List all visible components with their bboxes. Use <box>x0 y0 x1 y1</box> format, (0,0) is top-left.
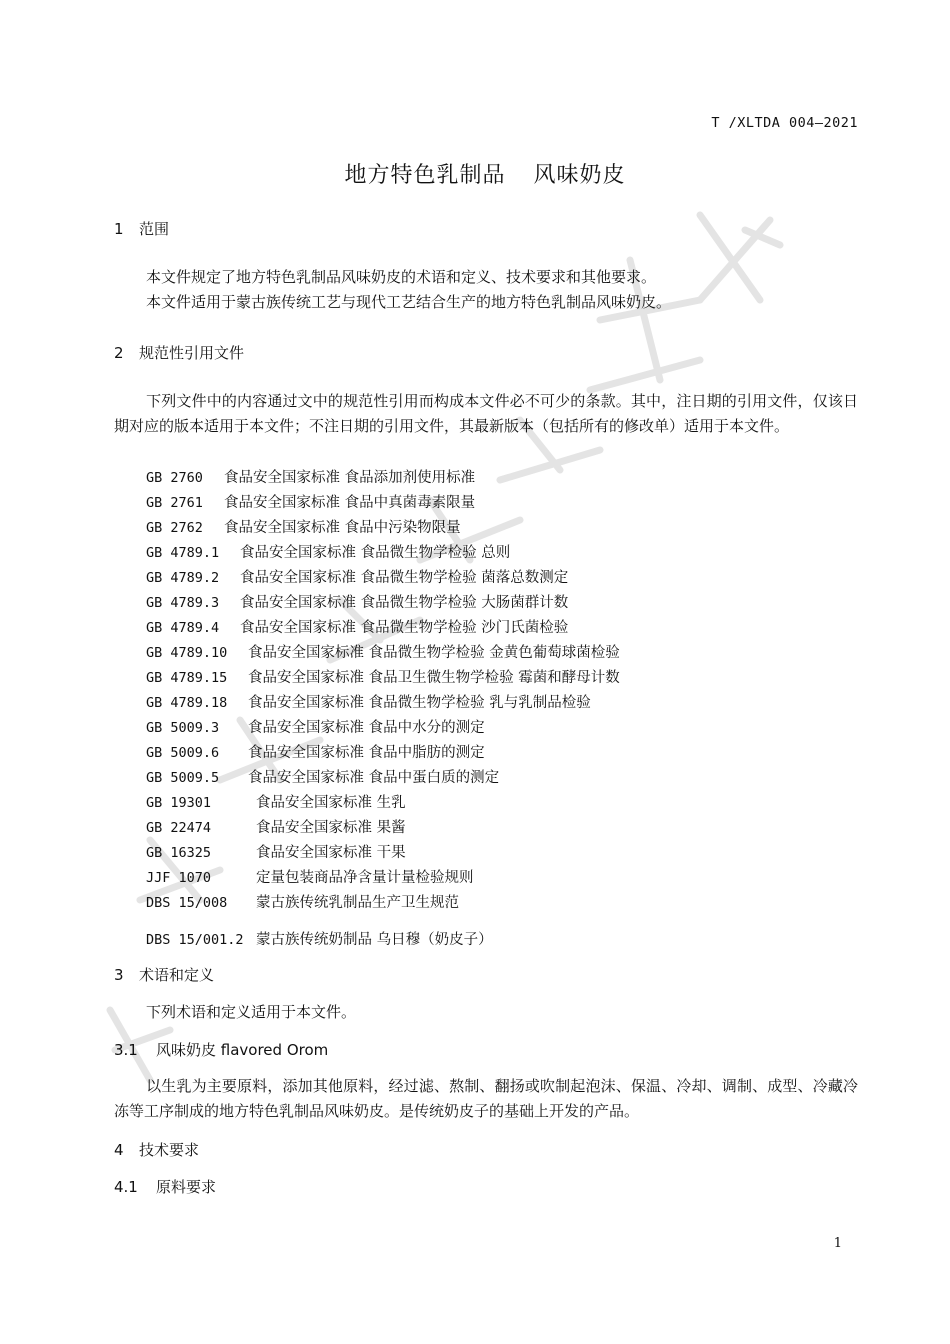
reference-item <box>146 666 620 687</box>
reference-title: 食品安全国家标准 食品中真菌毒素限量 <box>224 495 476 511</box>
reference-code: GB 5009.5 <box>146 770 220 786</box>
reference-code: GB 19301 <box>146 795 212 811</box>
reference-title: 定量包装商品净含量计量检验规则 <box>256 870 474 886</box>
reference-item <box>146 841 406 862</box>
reference-title: 食品安全国家标准 食品中水分的测定 <box>248 720 485 736</box>
reference-item <box>146 791 406 812</box>
reference-item <box>146 491 475 512</box>
reference-code: GB 5009.6 <box>146 745 220 761</box>
reference-title: 食品安全国家标准 生乳 <box>256 795 406 811</box>
reference-item <box>146 566 568 587</box>
reference-code: GB 4789.15 <box>146 670 228 686</box>
term-definition-text: 以生乳为主要原料，添加其他原料，经过滤、熬制、翻扬或吹制起泡沫、保温、冷却、调制、成型、冷藏冷冻等工序制成的地方特色乳制品风味奶皮。是传统奶皮子的基础上开发的产品。 <box>114 1077 858 1120</box>
section-2-heading <box>114 342 244 363</box>
reference-title: 蒙古族传统奶制品 乌日穆（奶皮子） <box>256 932 493 948</box>
reference-title: 食品安全国家标准 食品微生物学检验 金黄色葡萄球菌检验 <box>248 645 620 661</box>
section-4-heading <box>114 1139 199 1160</box>
references-intro-text: 下列文件中的内容通过文中的规范性引用而构成本文件必不可少的条款。其中，注日期的引用文件，仅该日期对应的版本适用于本文件；不注日期的引用文件，其最新版本（包括所有的修改单）适用于本文件。 <box>114 392 858 435</box>
reference-code: GB 4789.2 <box>146 570 220 586</box>
reference-code: GB 22474 <box>146 820 212 836</box>
subsection-4-1-heading <box>114 1176 216 1197</box>
section-4-title: 技术要求 <box>139 1141 200 1159</box>
reference-item <box>146 741 485 762</box>
reference-item <box>146 591 568 612</box>
reference-item <box>146 641 620 662</box>
subsection-3-1-title: 风味奶皮 flavored Orom <box>156 1041 329 1059</box>
reference-item <box>146 891 459 912</box>
document-code: T /XLTDA 004—2021 <box>711 115 858 131</box>
reference-code: GB 5009.3 <box>146 720 220 736</box>
section-4-number: 4 <box>114 1141 124 1159</box>
reference-code: GB 2762 <box>146 520 203 536</box>
reference-code: DBS 15/008 <box>146 895 228 911</box>
subsection-4-1-number: 4.1 <box>114 1178 138 1196</box>
reference-code: GB 16325 <box>146 845 212 861</box>
section-3-heading <box>114 964 214 985</box>
reference-title: 食品安全国家标准 食品添加剂使用标准 <box>224 470 476 486</box>
reference-title: 食品安全国家标准 食品中蛋白质的测定 <box>248 770 500 786</box>
reference-title: 蒙古族传统乳制品生产卫生规范 <box>256 895 459 911</box>
reference-code: GB 4789.10 <box>146 645 228 661</box>
section-2-title: 规范性引用文件 <box>139 344 245 362</box>
reference-code: GB 4789.4 <box>146 620 220 636</box>
reference-code: DBS 15/001.2 <box>146 932 244 948</box>
reference-title: 食品安全国家标准 食品中脂肪的测定 <box>248 745 485 761</box>
section-3-title: 术语和定义 <box>139 966 215 984</box>
reference-code: JJF 1070 <box>146 870 212 886</box>
subsection-3-1-number: 3.1 <box>114 1041 138 1059</box>
references-intro <box>114 389 858 439</box>
reference-item <box>146 766 499 787</box>
reference-title: 食品安全国家标准 食品微生物学检验 乳与乳制品检验 <box>248 695 591 711</box>
reference-code: GB 4789.1 <box>146 545 220 561</box>
reference-title: 食品安全国家标准 食品微生物学检验 大肠菌群计数 <box>240 595 569 611</box>
page-title <box>0 158 950 189</box>
reference-title: 食品安全国家标准 果酱 <box>256 820 406 836</box>
subsection-4-1-title: 原料要求 <box>156 1178 217 1196</box>
subsection-3-1-heading <box>114 1039 328 1060</box>
reference-item <box>146 541 510 562</box>
reference-code: GB 4789.18 <box>146 695 228 711</box>
page-number: 1 <box>833 1236 842 1251</box>
reference-title: 食品安全国家标准 食品微生物学检验 菌落总数测定 <box>240 570 569 586</box>
section-1-heading <box>114 218 169 239</box>
reference-item <box>146 816 406 837</box>
title-part-1: 地方特色乳制品 <box>344 163 506 188</box>
scope-line-2: 本文件适用于蒙古族传统工艺与现代工艺结合生产的地方特色乳制品风味奶皮。 <box>146 293 672 311</box>
reference-code: GB 2761 <box>146 495 203 511</box>
section-3-number: 3 <box>114 966 124 984</box>
term-definition <box>114 1074 858 1124</box>
reference-item <box>146 516 461 537</box>
reference-code: GB 4789.3 <box>146 595 220 611</box>
reference-title: 食品安全国家标准 食品中污染物限量 <box>224 520 461 536</box>
section-1-title: 范围 <box>139 220 170 238</box>
title-part-2: 风味奶皮 <box>533 163 626 188</box>
terms-intro: 下列术语和定义适用于本文件。 <box>146 1003 357 1021</box>
reference-title: 食品安全国家标准 食品卫生微生物学检验 霉菌和酵母计数 <box>248 670 620 686</box>
reference-title: 食品安全国家标准 食品微生物学检验 沙门氏菌检验 <box>240 620 569 636</box>
reference-title: 食品安全国家标准 干果 <box>256 845 406 861</box>
reference-item <box>146 716 485 737</box>
reference-item <box>146 866 474 887</box>
reference-code: GB 2760 <box>146 470 203 486</box>
reference-item <box>146 466 475 487</box>
section-1-number: 1 <box>114 220 124 238</box>
reference-item <box>146 691 591 712</box>
reference-item <box>146 616 568 637</box>
reference-title: 食品安全国家标准 食品微生物学检验 总则 <box>240 545 511 561</box>
section-2-number: 2 <box>114 344 124 362</box>
reference-item <box>146 928 493 949</box>
scope-line-1: 本文件规定了地方特色乳制品风味奶皮的术语和定义、技术要求和其他要求。 <box>146 268 657 286</box>
